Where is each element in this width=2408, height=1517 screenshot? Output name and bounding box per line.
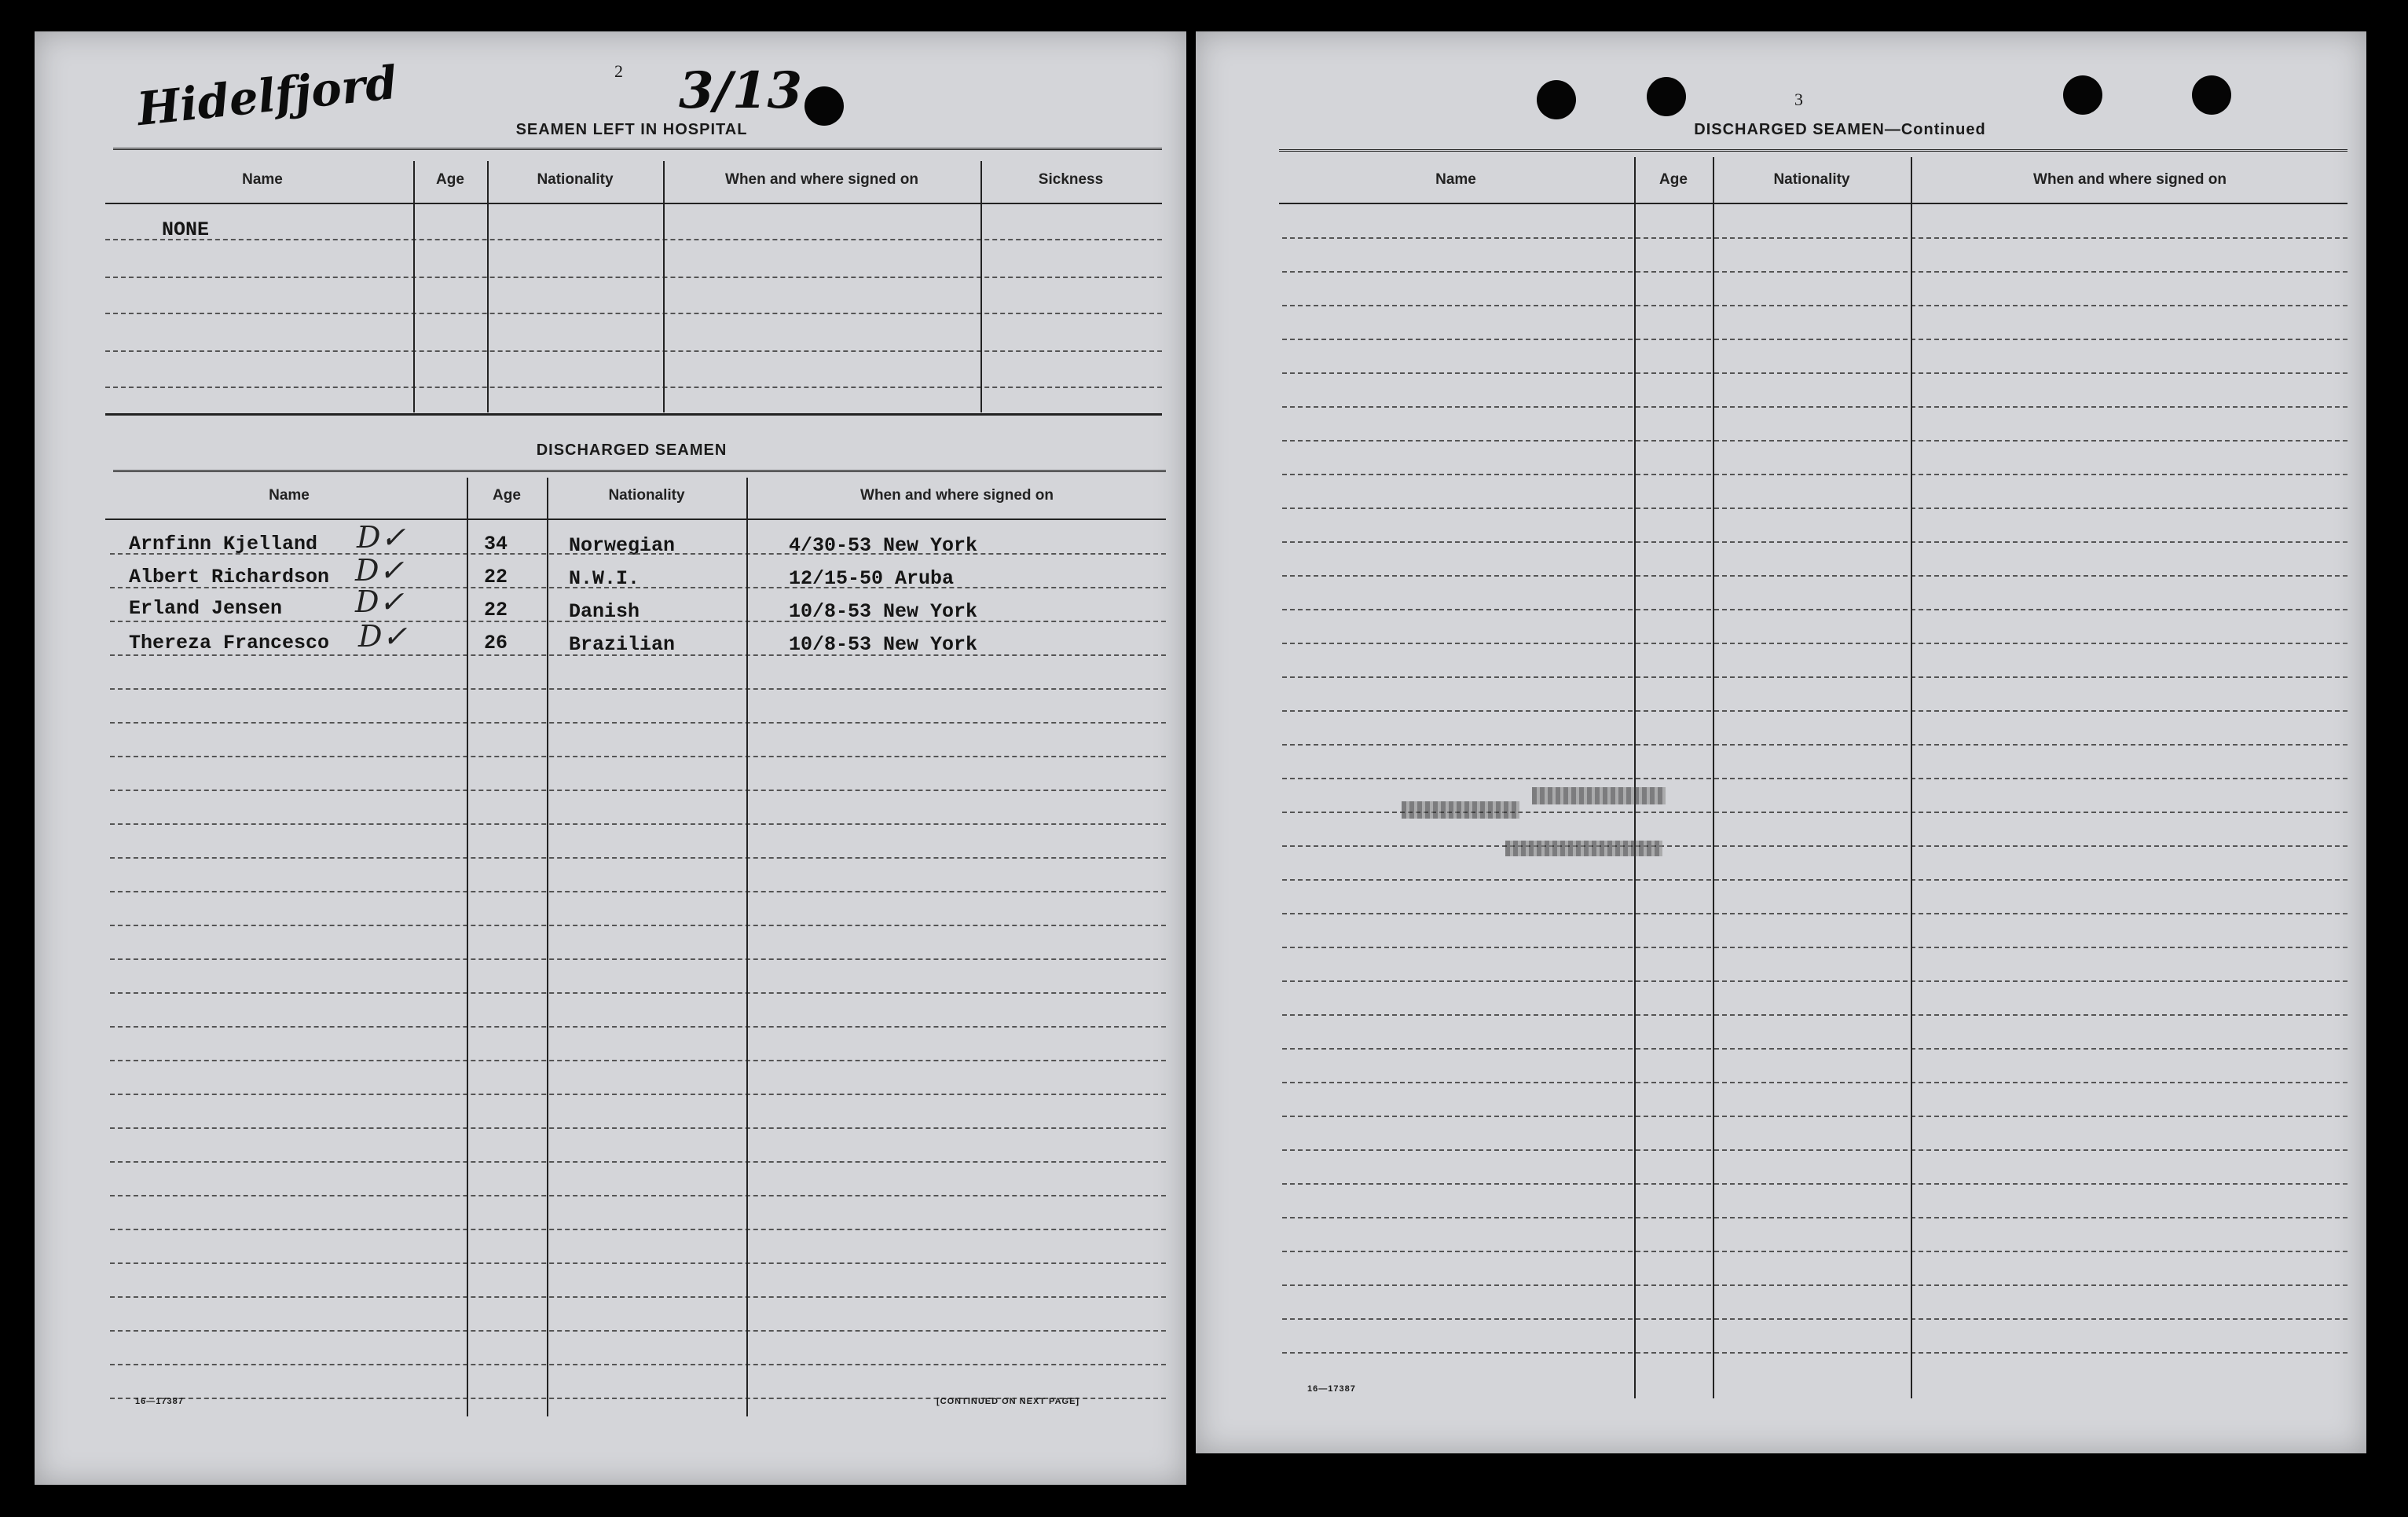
row-line	[110, 587, 1166, 588]
row-line	[1282, 1048, 2348, 1050]
row-line	[110, 654, 1166, 656]
hospital-col-divider	[413, 161, 415, 412]
seaman-nationality: Danish	[569, 600, 640, 623]
handwritten-ship-name: Hidelfjord	[134, 55, 400, 137]
discharge-mark: D✓	[355, 584, 405, 619]
seaman-nationality: Brazilian	[569, 633, 676, 656]
seaman-signed-on: 10/8-53 New York	[789, 600, 978, 623]
page-number: 2	[614, 61, 623, 81]
row-line	[1282, 643, 2348, 644]
row-line	[110, 925, 1166, 926]
row-line	[1282, 778, 2348, 779]
row-line	[110, 553, 1166, 555]
row-line	[1282, 440, 2348, 442]
row-line	[1282, 271, 2348, 273]
seaman-signed-on: 10/8-53 New York	[789, 633, 978, 656]
row-line	[1282, 744, 2348, 746]
row-line	[1282, 339, 2348, 340]
row-line	[1282, 1217, 2348, 1218]
right-col-divider	[1911, 157, 1912, 1398]
hospital-entry-none: NONE	[162, 218, 210, 241]
hospital-section-title: SEAMEN LEFT IN HOSPITAL	[515, 121, 748, 138]
right-page	[1196, 31, 2366, 1453]
row-line	[1282, 237, 2348, 239]
discharged-col-signed-on: When and where signed on	[860, 487, 1054, 504]
left-page	[35, 31, 1186, 1485]
right-col-age: Age	[1659, 171, 1688, 188]
seaman-nationality: Norwegian	[569, 534, 676, 557]
row-line	[110, 621, 1166, 622]
row-line	[110, 1094, 1166, 1095]
seaman-nationality: N.W.I.	[569, 567, 640, 590]
row-line	[110, 1195, 1166, 1196]
row-line	[1282, 980, 2348, 982]
form-number: 16—17387	[1307, 1384, 1356, 1394]
discharged-header-rule	[105, 518, 1166, 520]
row-line	[1282, 676, 2348, 678]
punch-hole	[804, 86, 844, 126]
row-line	[110, 1330, 1166, 1332]
punch-hole	[1537, 80, 1576, 119]
row-line	[110, 1364, 1166, 1365]
discharged-col-divider	[746, 478, 748, 1416]
right-col-nationality: Nationality	[1773, 171, 1850, 188]
row-line	[1282, 845, 2348, 847]
row-line	[1282, 305, 2348, 306]
hospital-col-divider	[663, 161, 665, 412]
seaman-name: Albert Richardson	[129, 566, 330, 588]
right-col-name: Name	[1435, 171, 1476, 188]
row-line	[1282, 1183, 2348, 1185]
discharged-col-divider	[467, 478, 468, 1416]
discharged-section-title: DISCHARGED SEAMEN	[536, 442, 728, 459]
hospital-col-nationality: Nationality	[537, 171, 614, 188]
hospital-row-line	[105, 313, 1162, 314]
hospital-row-line	[105, 277, 1162, 278]
discharge-mark: D✓	[355, 553, 405, 588]
row-line	[1282, 1251, 2348, 1252]
row-line	[110, 722, 1166, 724]
seaman-name: Thereza Francesco	[129, 632, 330, 654]
hospital-col-age: Age	[436, 171, 464, 188]
row-line	[1282, 1014, 2348, 1016]
row-line	[110, 1262, 1166, 1264]
hospital-row-line	[105, 387, 1162, 388]
continued-note: [CONTINUED ON NEXT PAGE]	[936, 1397, 1080, 1406]
row-line	[110, 1161, 1166, 1163]
row-line	[1282, 575, 2348, 577]
seaman-age: 22	[484, 599, 508, 621]
row-line	[110, 790, 1166, 791]
punch-hole	[2192, 75, 2231, 115]
faded-stamp	[1402, 801, 1519, 819]
row-line	[1282, 1352, 2348, 1354]
row-line	[1282, 1082, 2348, 1083]
hospital-header-rule	[105, 203, 1162, 204]
row-line	[110, 1060, 1166, 1061]
seaman-name: Arnfinn Kjelland	[129, 533, 318, 555]
row-line	[1282, 879, 2348, 881]
row-line	[110, 1026, 1166, 1028]
hospital-col-divider	[980, 161, 982, 412]
row-line	[110, 756, 1166, 757]
row-line	[1282, 372, 2348, 374]
row-line	[110, 1229, 1166, 1230]
row-line	[1282, 1149, 2348, 1151]
discharged-col-name: Name	[269, 487, 310, 504]
handwritten-date: 3/13	[679, 61, 802, 120]
right-col-divider	[1713, 157, 1714, 1398]
hospital-row-line	[105, 239, 1162, 240]
row-line	[1282, 474, 2348, 475]
seaman-age: 26	[484, 632, 508, 654]
row-line	[1282, 1284, 2348, 1286]
row-line	[1282, 1318, 2348, 1320]
row-line	[110, 857, 1166, 859]
hospital-top-rule	[113, 148, 1162, 153]
row-line	[1282, 406, 2348, 408]
row-line	[110, 1127, 1166, 1129]
row-line	[1282, 609, 2348, 610]
page-number: 3	[1794, 90, 1803, 109]
row-line	[1282, 507, 2348, 509]
row-line	[110, 823, 1166, 825]
row-line	[110, 992, 1166, 994]
row-line	[1282, 1116, 2348, 1117]
row-line	[1282, 913, 2348, 914]
faded-stamp	[1532, 787, 1666, 804]
punch-hole	[2063, 75, 2102, 115]
row-line	[110, 1296, 1166, 1298]
hospital-col-divider	[487, 161, 489, 412]
row-line	[1282, 710, 2348, 712]
discharge-mark: D✓	[357, 520, 406, 555]
row-line	[110, 958, 1166, 960]
hospital-col-name: Name	[242, 171, 283, 188]
hospital-bottom-rule	[105, 413, 1162, 416]
row-line	[110, 688, 1166, 690]
row-line	[1282, 947, 2348, 948]
row-line	[110, 891, 1166, 892]
seaman-name: Erland Jensen	[129, 597, 283, 620]
hospital-col-signed-on: When and where signed on	[725, 171, 918, 188]
discharged-top-rule	[113, 470, 1166, 475]
right-col-divider	[1634, 157, 1636, 1398]
seaman-signed-on: 12/15-50 Aruba	[789, 567, 955, 590]
hospital-row-line	[105, 350, 1162, 352]
seaman-age: 22	[484, 566, 508, 588]
discharge-mark: D✓	[358, 619, 408, 654]
faded-stamp	[1505, 841, 1662, 856]
discharged-col-nationality: Nationality	[608, 487, 685, 504]
continued-section-title: DISCHARGED SEAMEN—Continued	[1694, 121, 1986, 138]
discharged-col-divider	[547, 478, 548, 1416]
seaman-signed-on: 4/30-53 New York	[789, 534, 978, 557]
seaman-age: 34	[484, 533, 508, 555]
right-header-rule	[1279, 203, 2348, 204]
punch-hole	[1647, 77, 1686, 116]
right-col-signed-on: When and where signed on	[2033, 171, 2227, 188]
discharged-col-age: Age	[493, 487, 521, 504]
hospital-col-sickness: Sickness	[1038, 171, 1104, 188]
form-number: 16—17387	[135, 1397, 184, 1406]
right-top-rule	[1279, 149, 2348, 155]
row-line	[1282, 541, 2348, 543]
